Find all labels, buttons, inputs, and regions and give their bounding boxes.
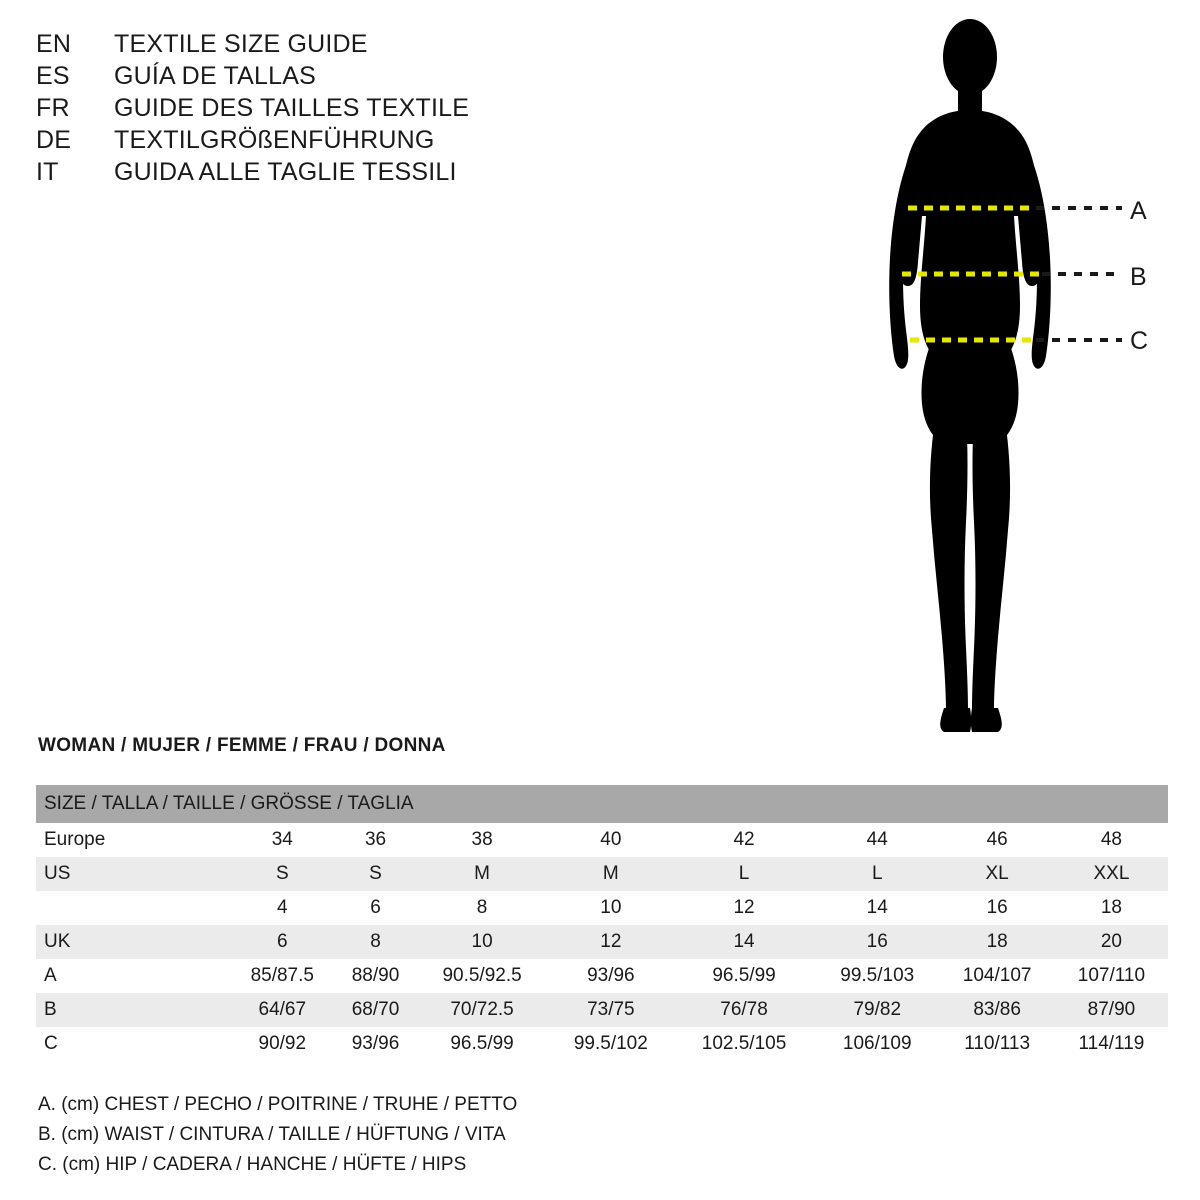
cell: 6	[229, 925, 336, 959]
row-label: US	[36, 857, 229, 891]
cell: 10	[549, 891, 673, 925]
table-row	[36, 1027, 1168, 1061]
table-header-row	[36, 785, 1168, 823]
row-label: B	[36, 993, 229, 1027]
language-title: TEXTILE SIZE GUIDE	[114, 30, 368, 58]
language-row	[36, 158, 656, 190]
cell: 114/119	[1055, 1027, 1168, 1061]
language-code: DE	[36, 126, 72, 154]
cell: L	[815, 857, 939, 891]
legend-item-chest: A. (cm) CHEST / PECHO / POITRINE / TRUHE / PETTO	[38, 1094, 518, 1115]
cell: XXL	[1055, 857, 1168, 891]
row-label: A	[36, 959, 229, 993]
language-title: GUIDA ALLE TAGLIE TESSILI	[114, 158, 457, 186]
cell: 44	[815, 823, 939, 857]
cell: 93/96	[549, 959, 673, 993]
language-row	[36, 94, 656, 126]
cell: M	[415, 857, 548, 891]
cell: S	[336, 857, 416, 891]
language-title: TEXTILGRÖßENFÜHRUNG	[114, 126, 435, 154]
cell: 88/90	[336, 959, 416, 993]
cell: 96.5/99	[415, 1027, 548, 1061]
cell: 18	[939, 925, 1054, 959]
language-row	[36, 126, 656, 158]
table-row	[36, 959, 1168, 993]
cell: 104/107	[939, 959, 1054, 993]
cell: 96.5/99	[673, 959, 815, 993]
section-title-woman: WOMAN / MUJER / FEMME / FRAU / DONNA	[38, 735, 446, 756]
cell: 99.5/102	[549, 1027, 673, 1061]
size-table	[36, 785, 1168, 1061]
cell: 16	[815, 925, 939, 959]
cell: 106/109	[815, 1027, 939, 1061]
table-row	[36, 891, 1168, 925]
cell: 18	[1055, 891, 1168, 925]
language-code: FR	[36, 94, 70, 122]
cell: 48	[1055, 823, 1168, 857]
language-code: IT	[36, 158, 59, 186]
cell: 14	[673, 925, 815, 959]
cell: 64/67	[229, 993, 336, 1027]
cell: 42	[673, 823, 815, 857]
language-code: ES	[36, 62, 70, 90]
measure-label-a: A	[1130, 197, 1147, 225]
legend-item-hip: C. (cm) HIP / CADERA / HANCHE / HÜFTE / HIPS	[38, 1154, 467, 1175]
cell: 8	[336, 925, 416, 959]
table-row	[36, 857, 1168, 891]
table-row	[36, 993, 1168, 1027]
cell: 4	[229, 891, 336, 925]
cell: XL	[939, 857, 1054, 891]
cell: 110/113	[939, 1027, 1054, 1061]
table-row	[36, 925, 1168, 959]
language-title: GUÍA DE TALLAS	[114, 62, 316, 90]
cell: 12	[673, 891, 815, 925]
table-header-label: SIZE / TALLA / TAILLE / GRÖSSE / TAGLIA	[36, 785, 1168, 823]
cell: 34	[229, 823, 336, 857]
language-code: EN	[36, 30, 72, 58]
cell: 40	[549, 823, 673, 857]
cell: 102.5/105	[673, 1027, 815, 1061]
measure-label-c: C	[1130, 327, 1149, 355]
cell: 16	[939, 891, 1054, 925]
cell: L	[673, 857, 815, 891]
cell: 83/86	[939, 993, 1054, 1027]
cell: 20	[1055, 925, 1168, 959]
measurement-legend	[38, 1090, 517, 1180]
body-figure-diagram	[840, 10, 1180, 750]
cell: 87/90	[1055, 993, 1168, 1027]
measure-label-b: B	[1130, 263, 1147, 291]
row-label: Europe	[36, 823, 229, 857]
cell: 76/78	[673, 993, 815, 1027]
cell: 14	[815, 891, 939, 925]
female-silhouette-icon	[840, 10, 1180, 750]
cell: 12	[549, 925, 673, 959]
language-title: GUIDE DES TAILLES TEXTILE	[114, 94, 470, 122]
cell: 6	[336, 891, 416, 925]
language-row	[36, 30, 656, 62]
language-row	[36, 62, 656, 94]
row-label: UK	[36, 925, 229, 959]
cell: 36	[336, 823, 416, 857]
cell: 8	[415, 891, 548, 925]
legend-item-waist: B. (cm) WAIST / CINTURA / TAILLE / HÜFTUNG / VITA	[38, 1124, 506, 1145]
cell: 46	[939, 823, 1054, 857]
cell: 107/110	[1055, 959, 1168, 993]
cell: 90/92	[229, 1027, 336, 1061]
cell: M	[549, 857, 673, 891]
row-label	[36, 891, 229, 925]
cell: S	[229, 857, 336, 891]
cell: 93/96	[336, 1027, 416, 1061]
row-label: C	[36, 1027, 229, 1061]
cell: 68/70	[336, 993, 416, 1027]
cell: 10	[415, 925, 548, 959]
cell: 70/72.5	[415, 993, 548, 1027]
cell: 73/75	[549, 993, 673, 1027]
table-row	[36, 823, 1168, 857]
cell: 79/82	[815, 993, 939, 1027]
cell: 90.5/92.5	[415, 959, 548, 993]
cell: 85/87.5	[229, 959, 336, 993]
cell: 38	[415, 823, 548, 857]
language-title-block	[36, 30, 656, 190]
cell: 99.5/103	[815, 959, 939, 993]
